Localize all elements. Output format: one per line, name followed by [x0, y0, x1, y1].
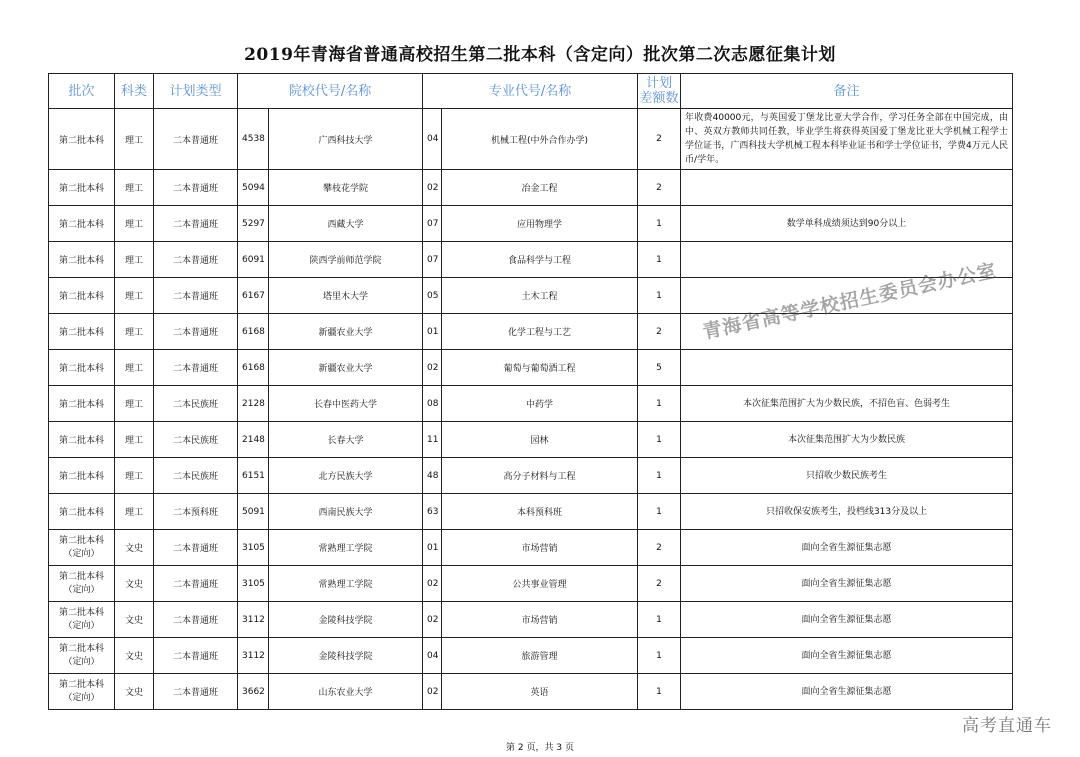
- category-cell: 理工: [115, 206, 154, 242]
- major-name-cell: 机械工程(中外合作办学): [442, 109, 638, 170]
- batch-cell: 第二批本科: [49, 458, 115, 494]
- brand-watermark: 高考直通车: [962, 716, 1052, 736]
- category-cell: 理工: [115, 386, 154, 422]
- major-code-cell: 02: [423, 602, 442, 638]
- note-cell: [681, 170, 1013, 206]
- count-cell: 1: [638, 638, 681, 674]
- note-cell: 面向全省生源征集志愿: [681, 602, 1013, 638]
- major-name-cell: 市场营销: [442, 602, 638, 638]
- category-cell: 理工: [115, 314, 154, 350]
- count-cell: 1: [638, 242, 681, 278]
- count-cell: 1: [638, 386, 681, 422]
- school-name-cell: 西南民族大学: [269, 494, 423, 530]
- batch-cell: 第二批本科: [49, 314, 115, 350]
- count-cell: 1: [638, 674, 681, 710]
- batch-cell: 第二批本科: [49, 278, 115, 314]
- major-name-cell: 应用物理学: [442, 206, 638, 242]
- note-cell: 面向全省生源征集志愿: [681, 638, 1013, 674]
- school-code-cell: 3112: [238, 602, 269, 638]
- school-name-cell: 西藏大学: [269, 206, 423, 242]
- table-row: [49, 206, 1013, 242]
- school-code-cell: 5091: [238, 494, 269, 530]
- table-row: [49, 638, 1013, 674]
- batch-label: 第二批本科: [58, 679, 104, 690]
- category-cell: 文史: [115, 602, 154, 638]
- category-cell: 理工: [115, 494, 154, 530]
- table-row: [49, 242, 1013, 278]
- school-code-cell: 6167: [238, 278, 269, 314]
- major-name-cell: 土木工程: [442, 278, 638, 314]
- major-name-cell: 葡萄与葡萄酒工程: [442, 350, 638, 386]
- batch-cell: 第二批本科: [49, 109, 115, 170]
- header-school: 院校代号/名称: [238, 74, 423, 109]
- major-name-cell: 食品科学与工程: [442, 242, 638, 278]
- category-cell: 理工: [115, 278, 154, 314]
- school-name-cell: 新疆农业大学: [269, 314, 423, 350]
- category-cell: 理工: [115, 109, 154, 170]
- note-cell: [681, 350, 1013, 386]
- table-row: [49, 314, 1013, 350]
- batch-cell: 第二批本科: [49, 170, 115, 206]
- batch-cell: 第二批本科: [49, 206, 115, 242]
- major-code-cell: 07: [423, 242, 442, 278]
- batch-cell: [49, 638, 115, 674]
- header-count: [638, 74, 681, 109]
- note-cell: 本次征集范围扩大为少数民族: [681, 422, 1013, 458]
- major-code-cell: 08: [423, 386, 442, 422]
- table-row: [49, 602, 1013, 638]
- note-cell: 只招收保安族考生，投档线313分及以上: [681, 494, 1013, 530]
- category-cell: 理工: [115, 350, 154, 386]
- major-name-cell: 英语: [442, 674, 638, 710]
- count-cell: 2: [638, 314, 681, 350]
- plan-type-cell: 二本普通班: [154, 566, 238, 602]
- note-cell: 面向全省生源征集志愿: [681, 530, 1013, 566]
- plan-type-cell: 二本普通班: [154, 674, 238, 710]
- plan-type-cell: 二本普通班: [154, 242, 238, 278]
- plan-type-cell: 二本预科班: [154, 494, 238, 530]
- major-code-cell: 01: [423, 314, 442, 350]
- header-note: 备注: [681, 74, 1013, 109]
- page-title: 2019年青海省普通高校招生第二批本科（含定向）批次第二次志愿征集计划: [244, 45, 836, 65]
- plan-type-cell: 二本普通班: [154, 350, 238, 386]
- note-cell: 面向全省生源征集志愿: [681, 566, 1013, 602]
- batch-cell: 第二批本科: [49, 350, 115, 386]
- plan-type-cell: 二本普通班: [154, 278, 238, 314]
- header-plan-type: 计划类型: [154, 74, 238, 109]
- school-code-cell: 4538: [238, 109, 269, 170]
- major-code-cell: 02: [423, 350, 442, 386]
- count-cell: 5: [638, 350, 681, 386]
- school-name-cell: 常熟理工学院: [269, 566, 423, 602]
- school-code-cell: 6151: [238, 458, 269, 494]
- category-cell: 文史: [115, 530, 154, 566]
- note-cell: 数学单科成绩须达到90分以上: [681, 206, 1013, 242]
- batch-label: 第二批本科: [58, 571, 104, 582]
- school-code-cell: 5094: [238, 170, 269, 206]
- school-name-cell: 金陵科技学院: [269, 602, 423, 638]
- major-name-cell: 冶金工程: [442, 170, 638, 206]
- table-header: [49, 74, 1013, 109]
- count-cell: 1: [638, 206, 681, 242]
- watermark-stamp: 青海省高等学校招生委员会办公室: [700, 259, 999, 344]
- major-code-cell: 04: [423, 109, 442, 170]
- major-code-cell: 11: [423, 422, 442, 458]
- count-cell: 2: [638, 530, 681, 566]
- header-batch: 批次: [49, 74, 115, 109]
- major-code-cell: 07: [423, 206, 442, 242]
- school-code-cell: 6168: [238, 350, 269, 386]
- major-code-cell: 01: [423, 530, 442, 566]
- page-footer: 第 2 页，共 3 页: [506, 743, 574, 753]
- major-code-cell: 48: [423, 458, 442, 494]
- header-major: 专业代号/名称: [423, 74, 638, 109]
- table-body: [49, 109, 1013, 710]
- school-code-cell: 3105: [238, 566, 269, 602]
- plan-type-cell: 二本普通班: [154, 206, 238, 242]
- header-count-line2: 差额数: [639, 91, 679, 106]
- batch-directed-label: （定向）: [63, 620, 100, 631]
- school-name-cell: 北方民族大学: [269, 458, 423, 494]
- school-name-cell: 山东农业大学: [269, 674, 423, 710]
- plan-table: [48, 73, 1013, 710]
- batch-label: 第二批本科: [58, 643, 104, 654]
- school-code-cell: 3105: [238, 530, 269, 566]
- category-cell: 理工: [115, 170, 154, 206]
- school-code-cell: 3662: [238, 674, 269, 710]
- batch-directed-label: （定向）: [63, 584, 100, 595]
- major-code-cell: 02: [423, 674, 442, 710]
- batch-cell: [49, 566, 115, 602]
- school-name-cell: 长春中医药大学: [269, 386, 423, 422]
- major-name-cell: 园林: [442, 422, 638, 458]
- table-row: [49, 494, 1013, 530]
- batch-cell: [49, 602, 115, 638]
- major-name-cell: 公共事业管理: [442, 566, 638, 602]
- school-code-cell: 3112: [238, 638, 269, 674]
- batch-directed-label: （定向）: [63, 692, 100, 703]
- school-name-cell: 长春大学: [269, 422, 423, 458]
- batch-cell: [49, 674, 115, 710]
- plan-type-cell: 二本民族班: [154, 458, 238, 494]
- plan-type-cell: 二本普通班: [154, 314, 238, 350]
- major-code-cell: 05: [423, 278, 442, 314]
- category-cell: 理工: [115, 242, 154, 278]
- header-category: 科类: [115, 74, 154, 109]
- count-cell: 1: [638, 494, 681, 530]
- count-cell: 1: [638, 422, 681, 458]
- note-cell: 年收费40000元，与英国爱丁堡龙比亚大学合作，学习任务全部在中国完成，由中、英双方教师共同任教，毕业学生将获得英国爱丁堡龙比亚大学机械工程学士学位证书，广西科技大学机械工程本科毕业证书和学士学位证书，学费4万元人民币/学年。: [681, 109, 1013, 170]
- batch-cell: [49, 530, 115, 566]
- school-name-cell: 常熟理工学院: [269, 530, 423, 566]
- batch-directed-label: （定向）: [63, 548, 100, 559]
- batch-cell: 第二批本科: [49, 494, 115, 530]
- batch-directed-label: （定向）: [63, 656, 100, 667]
- count-cell: 1: [638, 602, 681, 638]
- table-row: [49, 350, 1013, 386]
- major-name-cell: 化学工程与工艺: [442, 314, 638, 350]
- plan-type-cell: 二本民族班: [154, 422, 238, 458]
- table-row: [49, 170, 1013, 206]
- table-row: [49, 458, 1013, 494]
- major-name-cell: 市场营销: [442, 530, 638, 566]
- plan-type-cell: 二本普通班: [154, 170, 238, 206]
- school-code-cell: 6168: [238, 314, 269, 350]
- header-count-line1: 计划: [646, 76, 673, 91]
- note-cell: 只招收少数民族考生: [681, 458, 1013, 494]
- plan-type-cell: 二本普通班: [154, 530, 238, 566]
- category-cell: 理工: [115, 458, 154, 494]
- school-name-cell: 金陵科技学院: [269, 638, 423, 674]
- major-name-cell: 中药学: [442, 386, 638, 422]
- batch-label: 第二批本科: [58, 535, 104, 546]
- count-cell: 2: [638, 566, 681, 602]
- category-cell: 文史: [115, 566, 154, 602]
- count-cell: 2: [638, 170, 681, 206]
- school-code-cell: 5297: [238, 206, 269, 242]
- count-cell: 2: [638, 109, 681, 170]
- school-code-cell: 2128: [238, 386, 269, 422]
- school-name-cell: 塔里木大学: [269, 278, 423, 314]
- school-code-cell: 2148: [238, 422, 269, 458]
- major-code-cell: 02: [423, 566, 442, 602]
- school-name-cell: 陕西学前师范学院: [269, 242, 423, 278]
- plan-type-cell: 二本民族班: [154, 386, 238, 422]
- major-code-cell: 63: [423, 494, 442, 530]
- school-code-cell: 6091: [238, 242, 269, 278]
- school-name-cell: 广西科技大学: [269, 109, 423, 170]
- table-row: [49, 674, 1013, 710]
- major-name-cell: 旅游管理: [442, 638, 638, 674]
- school-name-cell: 攀枝花学院: [269, 170, 423, 206]
- table-row: [49, 530, 1013, 566]
- category-cell: 文史: [115, 674, 154, 710]
- table-row: [49, 422, 1013, 458]
- batch-label: 第二批本科: [58, 607, 104, 618]
- table-row: [49, 386, 1013, 422]
- school-name-cell: 新疆农业大学: [269, 350, 423, 386]
- plan-type-cell: 二本普通班: [154, 638, 238, 674]
- count-cell: 1: [638, 458, 681, 494]
- major-code-cell: 04: [423, 638, 442, 674]
- batch-cell: 第二批本科: [49, 386, 115, 422]
- plan-type-cell: 二本普通班: [154, 109, 238, 170]
- count-cell: 1: [638, 278, 681, 314]
- table-row: [49, 109, 1013, 170]
- plan-type-cell: 二本普通班: [154, 602, 238, 638]
- table-row: [49, 566, 1013, 602]
- note-cell: 面向全省生源征集志愿: [681, 674, 1013, 710]
- major-code-cell: 02: [423, 170, 442, 206]
- category-cell: 文史: [115, 638, 154, 674]
- batch-cell: 第二批本科: [49, 422, 115, 458]
- batch-cell: 第二批本科: [49, 242, 115, 278]
- category-cell: 理工: [115, 422, 154, 458]
- major-name-cell: 高分子材料与工程: [442, 458, 638, 494]
- major-name-cell: 本科预科班: [442, 494, 638, 530]
- note-cell: 本次征集范围扩大为少数民族，不招色盲、色弱考生: [681, 386, 1013, 422]
